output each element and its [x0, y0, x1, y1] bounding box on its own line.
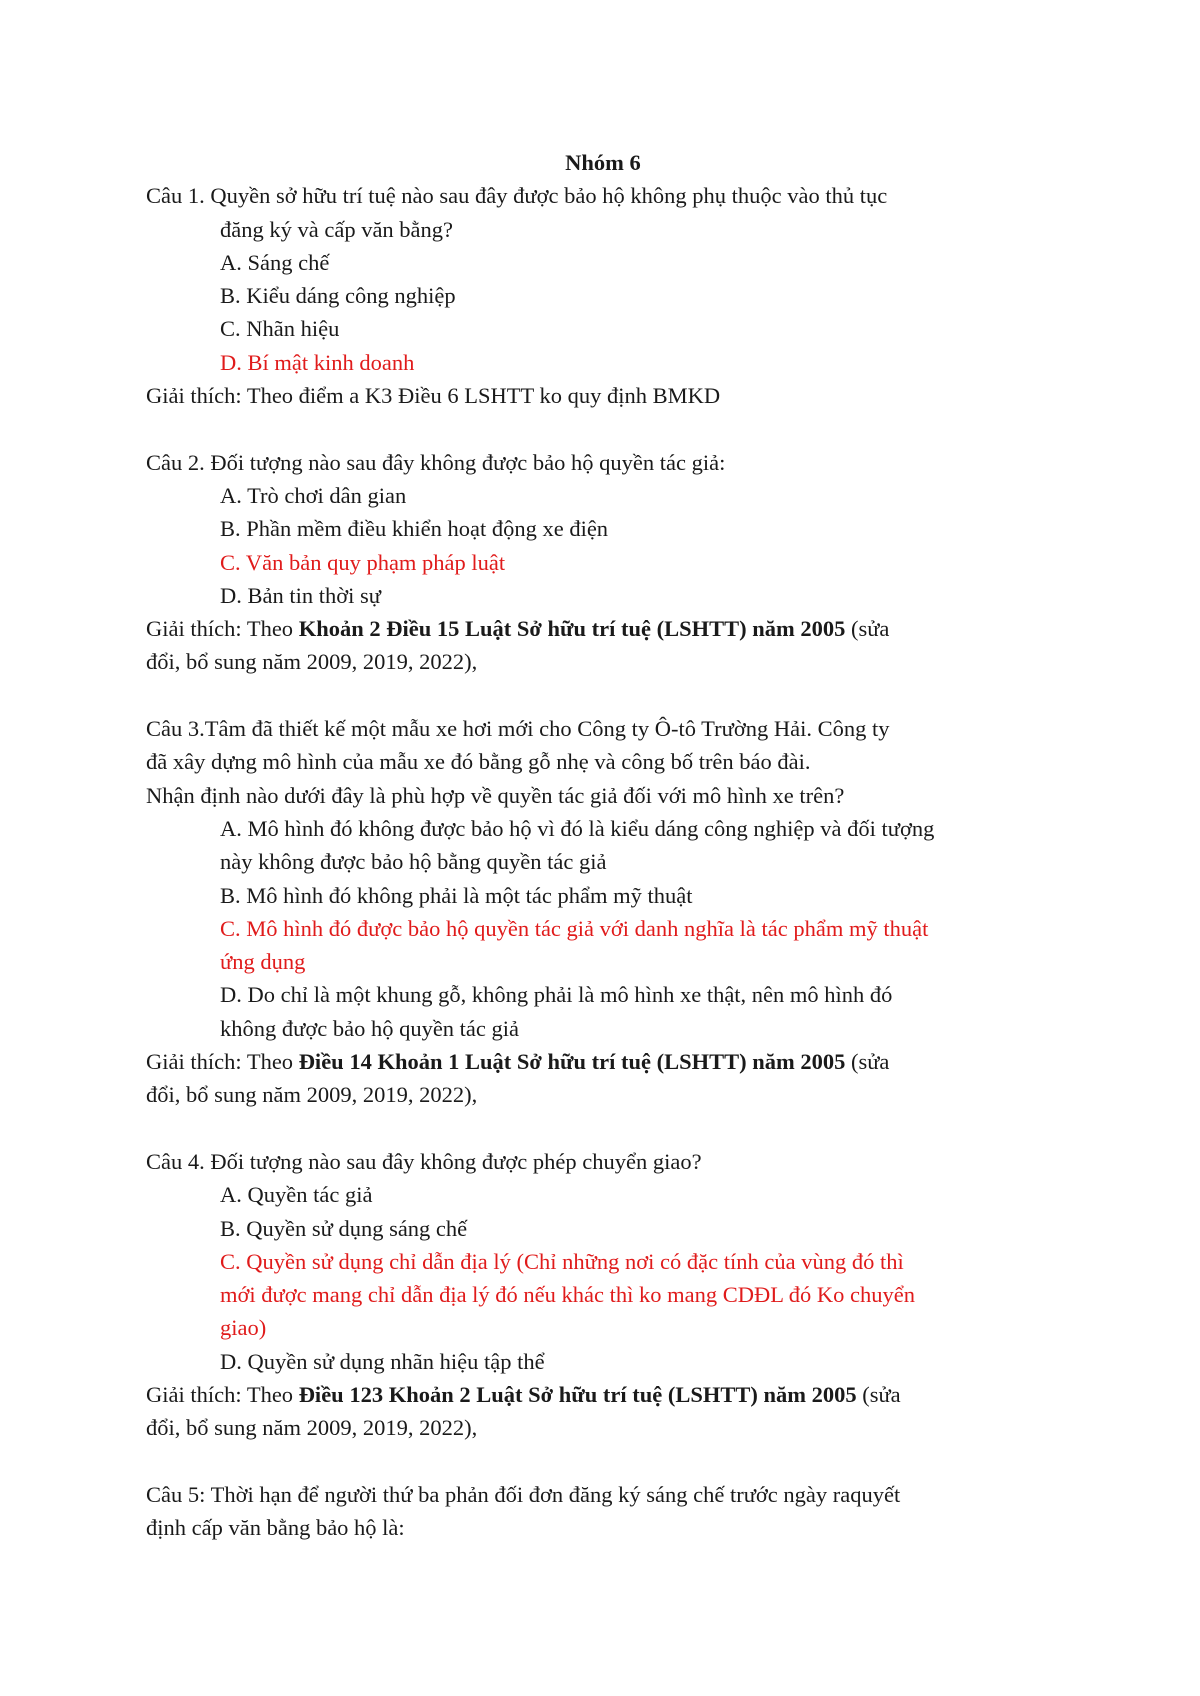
explanation-cont: đổi, bổ sung năm 2009, 2019, 2022),	[146, 649, 478, 675]
option-a: A. Mô hình đó không được bảo hộ vì đó là kiểu dáng công nghiệp và đối tượng	[220, 815, 935, 841]
spacer	[146, 1445, 1060, 1478]
option-b: B. Quyền sử dụng sáng chế	[220, 1215, 468, 1241]
question-4	[146, 1145, 1060, 1445]
explanation: Giải thích: Theo điểm a K3 Điều 6 LSHTT ko quy định BMKD	[146, 383, 721, 409]
option-c-answer-cont: giao)	[220, 1315, 267, 1341]
explanation	[146, 1045, 1060, 1078]
option-d: D. Do chỉ là một khung gỗ, không phải là mô hình xe thật, nên mô hình đó	[220, 982, 893, 1008]
spacer	[146, 412, 1060, 445]
option-a: A. Sáng chế	[220, 249, 330, 275]
option-d-cont: không được bảo hộ quyền tác giả	[220, 1015, 520, 1041]
option-d: D. Bản tin thời sự	[220, 582, 381, 608]
explanation-law-ref: Khoản 2 Điều 15 Luật Sở hữu trí tuệ (LSHTT) năm 2005	[298, 616, 846, 642]
question-2	[146, 446, 1060, 679]
option-b: B. Phần mềm điều khiển hoạt động xe điện	[220, 516, 609, 542]
option-b: B. Kiểu dáng công nghiệp	[220, 283, 456, 309]
question-3	[146, 712, 1060, 1112]
question-text-cont: đã xây dựng mô hình của mẫu xe đó bằng gỗ nhẹ và công bố trên báo đài.	[146, 749, 811, 775]
option-d: D. Quyền sử dụng nhãn hiệu tập thể	[220, 1348, 545, 1374]
question-text: Câu 2. Đối tượng nào sau đây không được bảo hộ quyền tác giả:	[146, 449, 726, 475]
option-c-answer-cont: ứng dụng	[220, 949, 306, 975]
explanation-prefix: Giải thích: Theo	[146, 616, 299, 642]
option-c-answer: C. Văn bản quy phạm pháp luật	[220, 549, 506, 575]
question-text-cont: đăng ký và cấp văn bằng?	[220, 216, 454, 242]
option-b: B. Mô hình đó không phải là một tác phẩm mỹ thuật	[220, 882, 693, 908]
option-c-answer: C. Mô hình đó được bảo hộ quyền tác giả với danh nghĩa là tác phẩm mỹ thuật	[220, 915, 929, 941]
spacer	[146, 1112, 1060, 1145]
explanation-prefix: Giải thích: Theo	[146, 1381, 299, 1407]
option-a: A. Quyền tác giả	[220, 1182, 373, 1208]
option-c-answer-cont: mới được mang chỉ dẫn địa lý đó nếu khác thì ko mang CDĐL đó Ko chuyển	[220, 1282, 916, 1308]
question-text-cont: định cấp văn bằng bảo hộ là:	[146, 1515, 405, 1541]
question-text: Câu 3.Tâm đã thiết kế một mẫu xe hơi mới cho Công ty Ô-tô Trường Hải. Công ty	[146, 716, 890, 742]
option-a-cont: này không được bảo hộ bằng quyền tác giả	[220, 849, 607, 875]
option-d-answer: D. Bí mật kinh doanh	[220, 349, 415, 375]
explanation-law-ref: Điều 14 Khoản 1 Luật Sở hữu trí tuệ (LSHTT) năm 2005	[298, 1049, 846, 1075]
explanation-cont: đổi, bổ sung năm 2009, 2019, 2022),	[146, 1415, 478, 1441]
question-1	[146, 179, 1060, 412]
explanation	[146, 1378, 1060, 1411]
question-text: Câu 4. Đối tượng nào sau đây không được phép chuyển giao?	[146, 1148, 702, 1174]
explanation-prefix: Giải thích: Theo	[146, 1049, 299, 1075]
question-5	[146, 1478, 1060, 1545]
spacer	[146, 679, 1060, 712]
explanation-law-ref: Điều 123 Khoản 2 Luật Sở hữu trí tuệ (LSHTT) năm 2005	[298, 1381, 857, 1407]
explanation-suffix: (sửa	[845, 616, 890, 642]
explanation	[146, 612, 1060, 645]
option-a: A. Trò chơi dân gian	[220, 482, 407, 508]
explanation-suffix: (sửa	[856, 1381, 901, 1407]
document-title: Nhóm 6	[565, 150, 641, 175]
option-c: C. Nhãn hiệu	[220, 316, 340, 342]
explanation-cont: đổi, bổ sung năm 2009, 2019, 2022),	[146, 1082, 478, 1108]
question-text: Câu 1. Quyền sở hữu trí tuệ nào sau đây được bảo hộ không phụ thuộc vào thủ tục	[146, 183, 888, 209]
question-text-cont: Nhận định nào dưới đây là phù hợp về quyền tác giả đối với mô hình xe trên?	[146, 782, 845, 808]
option-c-answer: C. Quyền sử dụng chỉ dẫn địa lý (Chỉ những nơi có đặc tính của vùng đó thì	[220, 1248, 904, 1274]
explanation-suffix: (sửa	[845, 1049, 890, 1075]
question-text: Câu 5: Thời hạn để người thứ ba phản đối đơn đăng ký sáng chế trước ngày raquyết	[146, 1481, 901, 1507]
